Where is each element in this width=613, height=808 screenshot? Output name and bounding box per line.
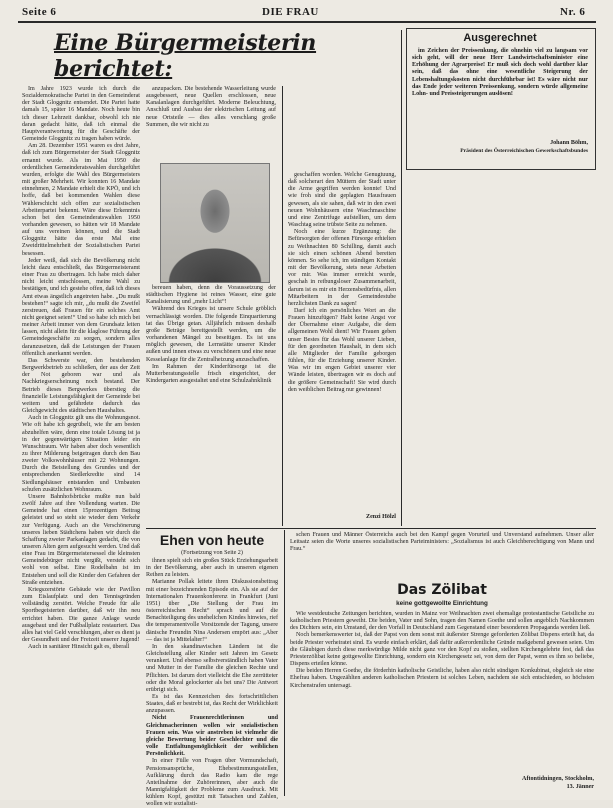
paragraph: Noch eine kurze Ergänzung: die Befürsorgten der offenen Fürsorge erhielten zu Weihnachten 80 Schilling, damit auch sie sich einen schönen Abend bereiten können. So sehe ich, im ständigen Kontakt mit der Bevölkerung, stets neue Arbeiten vor mir. Was immer erreicht wurde, geschah in reibungsloser Zusammenarbeit, darum ist es mir ein Herzensbedürfnis, allen Mitarbeitern in der Gemeindestube herzlichsten Dank zu sagen! xyxy=(288,229,396,307)
article-3-title: Das Zölibat xyxy=(397,582,487,598)
paragraph: Noch bemerkenswerter ist, daß der Papst von dem sonst mit äußerster Strenge geforderten Zölibat Dispens erteilt hat, da beide Priester verheiratet sind. Es wurde einfach erklärt, daß dafür außerordentliche Gründe maßgebend gewesen seien. Um die Gläubigen durch diese merkwürdige Milde nicht ganz vor den Kopf zu stoßen, stellten Kirchengelehrte fest, daß das Priesterzölibat keine gottgewollte Einrichtung, sondern ein Kirchengesetz sei, von dem der Papst, wenn es ihm so beliebe, Dispens erteilen könne. xyxy=(290,632,594,668)
paragraph: Die beiden Herren Goethe, die förderhin katholische Geistliche, haben also nicht sündigen Konkubinat, obgleich sie eine Ehefrau haben. Ungezählten anderen katholischen Priestern ist solches Leben, nachdem sie sich entschieden, so höchsten Kirchenstrafen untersagt. xyxy=(290,668,594,689)
article-column-1 xyxy=(22,86,140,796)
column-rule xyxy=(282,86,283,526)
column-rule xyxy=(401,30,402,526)
header-rule xyxy=(18,21,596,23)
section-rule xyxy=(146,528,596,529)
article-column-3 xyxy=(288,172,396,512)
article-3-body xyxy=(290,611,594,774)
paragraph: Im Rahmen der Kinderfürsorge ist die Mutterberatungsstelle frisch eingerichtet, der Kindergarten ausgestaltet und eine Schulzahnklinik xyxy=(146,363,276,385)
paragraph: Kriegszerstörte Gebäude wie der Pavillon zum Eislaufplatz und den Tennisgründen vollständig zerstört. Welche Freude für alle Sportbegeisterten darüber, daß wir ihn neu errichtet haben. Die ganze Anlage wurde ausgebaut und der Fußballplatz restauriert. Das alles hat viel Geld verschlungen, aber es dient ja der Gesundheit und der Freizeit unserer Jugend! xyxy=(22,586,140,644)
article-2-title: Ehen von heute xyxy=(159,532,265,548)
box-text xyxy=(412,48,588,134)
portrait-photo xyxy=(160,163,270,283)
article-column-2-top xyxy=(146,86,276,159)
box-signature-name: Johann Böhm, xyxy=(550,140,588,146)
paragraph: Im Jahre 1923 wurde ich durch die Sozialdemokratische Partei in den Gemeinderat der Stadt Gloggnitz entsendet. Die Partei hatte damals 15, später 16 Mandate. Noch heute bin ich dieser Lehrzeit dankbar, obwohl ich nie daran gedacht hätte, daß ich einmal die Hauptverantwortung für die Geschäfte der Gemeinde Gloggnitz zu tragen haben würde. xyxy=(22,86,140,143)
paragraph: Auch in Gloggnitz gilt uns die Wohnungsnot. Wie oft habe ich gegrübelt, wie ihr am besten abzuhelfen wäre, denn eine totale Lösung ist ja in der gegenwärtigen Situation leider ein Wunschtraum. Wir haben aber doch wesentlich zu ihrer Milderung beigetragen durch den Bau zweier Volkswohnhäuser mit 22 Wohnungen. Durch die Beistellung des Grundes und der entsprechenden Siedlerkredite sind 14 Siedlungshäuser entstanden und Umbauten schufen zusätzlichen Wohnraum. xyxy=(22,415,140,493)
paragraph: Am 28. Dezember 1951 waren es drei Jahre, daß ich zum Bürgermeister der Stadt Gloggnitz ernannt wurde. Als im Mai 1950 die ordentlichen Gemeinderatswahlen durchgeführt wurden, erfolgte die Wahl des Bürgermeisters mit großer Mehrheit. Wir konnten 16 Mandate einnehmen, 2 Mandate erhielt die KPÖ, und ich hoffe, daß bei kommenden Wahlen diese Wählerschicht sich offen zur sozialistischen Arbeiterpartei bekennt. Wäre diese Erkenntnis schon bei den Gemeinderatswahlen 1950 vorhanden gewesen, so hätten wir 18 Mandate auf uns vereinen können, und die Stadt Gloggnitz hätte das erste Mal eine Zweidrittelmehrheit der Sozialistischen Partei besessen. xyxy=(22,143,140,257)
paragraph: Marianne Pollak leitete ihren Diskussionsbeitrag mit einer bezeichnenden Episode ein. Als sie auf der Internationalen Frauenkonferenz in Frankfurt (Juni 1951) über „Die Stellung der Frau im österreichischen Recht“ sprach und auf die Benachteiligung des unehelichen Kindes hinwies, rief die temperamentvolle Vorsitzende der Tagung, unsere dänische Freundin Nina Andersen empört aus: „Aber — das ist ja Mittelalter!“ xyxy=(146,579,278,643)
paragraph: In den skandinavischen Ländern ist die Gleichstellung aller Kinder seit Jahren im Gesetz verankert. Und ebenso selbstverständlich haben Vater und Mutter in der Familie die gleichen Rechte und Pflichten. Ist darum dort vielleicht die Ehe zerrütteter oder die Moral gelockerter als bei uns? Die Antwort erübrigt sich. xyxy=(146,643,278,693)
paragraph: Das Schwerste war, den bestehenden Bergwerkbetrieb zu schließen, der aus der Zeit der Not geboren war und als Nachkriegserscheinung noch bestand. Der Betrieb dieses Bergwerkes überstieg die finanzielle Leistungsfähigkeit der Gemeinde bei weitem und gefährdete dadurch das Gleichgewicht des städtischen Haushaltes. xyxy=(22,357,140,415)
article-2-column-1 xyxy=(146,558,278,808)
article-3-dateline: Aftontidningen, Stockholm, xyxy=(522,776,594,782)
article-2-subtitle: (Fortsetzung von Seite 2) xyxy=(181,550,243,556)
paragraph: anzupacken. Die bestehende Wasserleitung wurde ausgebessert, neue Quellen erschlossen, neue Kanalanlagen durchgeführt. Moderne Beleuchtung, Anschluß und Ausbau der elektrischen Leitung auf neue Ortsteile — dies alles verschlang große Summen, die wir nicht zu xyxy=(146,86,276,128)
paragraph: Darf ich ein persönliches Wort an die Frauen hinzufügen? Habt keine Angst vor der Übernahme einer Aufgabe, die dem allgemeinen Wohl dient! Wir Frauen geben unser Bestes für das Wohl unserer Lieben, für den geordneten Haushalt, in dem sich alle Mitglieder der Familie geborgen fühlen, für die Erziehung unserer Kinder. Was wir im engen Gebiet unserer vier Wände leisten, übertragen wir es doch auf die größere Gemeinschaft! Sie wird durch den weiblichen Beitrag nur gewinnen! xyxy=(288,307,396,393)
paragraph: In einer Fülle von Fragen über Vormundschaft, Pensionsansprüche, Ehebestimmungsstellen, Aufklärung durch das Radio kam die rege Anteilnahme der Zuhörerinnen, aber auch die Mannigfaltigkeit der Probleme zum Ausdruck. Mit kühlem Kopf, gestützt mit Tatsachen und Zahlen, wollen wir sozialisti- xyxy=(146,758,278,808)
paragraph: ihnen spielt sich ein großes Stück Erziehungsarbeit in der Bevölkerung, aber auch in unseren eigenen Reihen zu leisten. xyxy=(146,558,278,579)
page-number-label: Seite 6 xyxy=(22,6,57,18)
paragraph: Während des Krieges ist unsere Schule gröblich vernachlässigt worden. Die folgende Einquartierung tat das Übrige getan. Alljährlich müssen deshalb große Beträge bereitgestellt werden, um die vorhandenen Mängel zu beseitigen. Es ist uns möglich gewesen, die Lernstätte unserer Kinder außen und innen etwas zu verschönern und eine neue Kesselanlage für die Zentralheizung anzuschaffen. xyxy=(146,306,276,363)
paragraph: Jeder weiß, daß sich die Bevölkerung nicht leicht dazu entschließt, das Bürgermeisteramt einer Frau zu übertragen. Ich habe mich daher nicht leicht entschlossen, meine Wahl zu bestätigen, und ich gestehe offen, daß ich dieses Amt etwas ängstlich angetreten habe. „Du mußt bestehen!“ sagte ich mir, „du mußt die Zweifel zerstreuen, daß Frauen für ein solches Amt nicht geeignet seien!“ Und so habe ich mich bei meiner Arbeit immer von dem Grundsatz leiten lassen, nicht allein für die klaglose Führung der Gemeindegeschäfte zu sorgen, sondern alles daranzusetzen, daß die Leistungen der Frauen öffentlich anerkannt werden. xyxy=(22,257,140,357)
column-rule xyxy=(284,530,285,796)
author-signature: Zenzi Hölzl xyxy=(366,514,396,520)
paragraph: Es ist das Kennzeichen des fortschrittlichen Staates, daß er bestrebt ist, das Recht der Wirklichkeit anzupassen. xyxy=(146,693,278,715)
article-3-subtitle: keine gottgewollte Einrichtung xyxy=(396,600,488,607)
article-column-2-bottom xyxy=(146,285,276,525)
issue-number: Nr. 6 xyxy=(560,6,586,18)
paragraph: Unsere Bahnhofsbrücke mußte nun bald zwölf Jahre auf ihre Vollendung warten. Die Gemeinde hat einen 15prozentigen Beitrag geleistet und so steht sie wieder dem Verkehr zur Verfügung. Auch an die Verschönerung unseres lieben Städtchens haben wir durch die Schaffung zweier Parkanlagen gedacht, die von unseren Alten gern aufgesucht werden. Und daß eine Frau im Bürgermeistersessel die kleinsten Gemeindebürger nicht vergißt, versteht sich wohl von selbst. Eine Rodelbahn ist im Entstehen und soll die Kinder den Gefahren der Straße entziehen. xyxy=(22,493,140,586)
box-title: Ausgerechnet xyxy=(463,32,537,44)
newspaper-name: DIE FRAU xyxy=(262,6,319,18)
paragraph: Auch in sanitärer Hinsicht galt es, überall xyxy=(28,644,130,651)
paragraph: bereuen haben, denn die Voraussetzung der städtischen Hygiene ist reines Wasser, eine gute Kanalisierung und „mehr Licht“! xyxy=(146,285,276,306)
paragraph: im Zeichen der Preissenkung, die ohnehin viel zu langsam vor sich geht, will der neue Herr Landwirtschaftsminister eine Erhöhung der Agrarpreise! Er muß sich doch wohl darüber klar sein, daß das ohne eine wesentliche Steigerung der Lebenshaltungskosten nicht durchführbar ist! Es wäre nicht nur das Ende jeder weiteren Preissenkung, sondern würde allgemeine Lohn- und Preissteigerungen auslösen! xyxy=(412,48,588,97)
paragraph: Nicht Frauenrechtlerinnen und Gleichmacherinnen wollen wir sozialistischen Frauen sein. Was wir anstreben ist vielmehr die gleiche Bewertung beider Geschlechter und die volle Entfaltungsmöglichkeit der weiblichen Persönlichkeit. xyxy=(146,715,278,758)
paragraph: geschaffen worden. Welche Genugtuung, daß solcherart den Müttern der Stadt unter die Arme gegriffen werden konnte! Und wie froh sind die geplagten Hausfrauen gewesen, als sie sahen, daß wir in den zwei neuen Wohnhäusern eine Waschmaschine und eine Zentrifuge aufstellten, um dem Waschtag seine trübste Seite zu nehmen. xyxy=(288,172,396,229)
box-signature-role: Präsident des Österreichischen Gewerkschaftsbundes xyxy=(460,148,588,154)
article-title: Eine Bürgermeisterin berichtet: xyxy=(54,30,317,82)
paragraph: schen Frauen und Männer Österreichs auch bei den Kampf gegen Vorurteil und Unverstand aufnehmen. Unser aller Leitsatz seien die Worte unseres sozialistischen Parteiministers: „Sozialismus ist auch Gleichberechtigung von Mann und Frau.“ xyxy=(290,532,594,553)
article-3-date: 13. Jänner xyxy=(566,784,594,790)
paragraph: Wie westdeutsche Zeitungen berichten, wurden in Mainz vor Weihnachten zwei ehemalige protestantische Geistliche zu katholischen Priestern geweiht. Die beiden, Vater und Sohn, tragen den Namen Goethe und sollen angeblich Nachkommen des Dichters sein, ein Umstand, der den Vorfall in Deutschland zum Gegenstand einer besonderen Propaganda werden ließ. xyxy=(290,611,594,632)
article-2-column-2 xyxy=(290,532,594,580)
